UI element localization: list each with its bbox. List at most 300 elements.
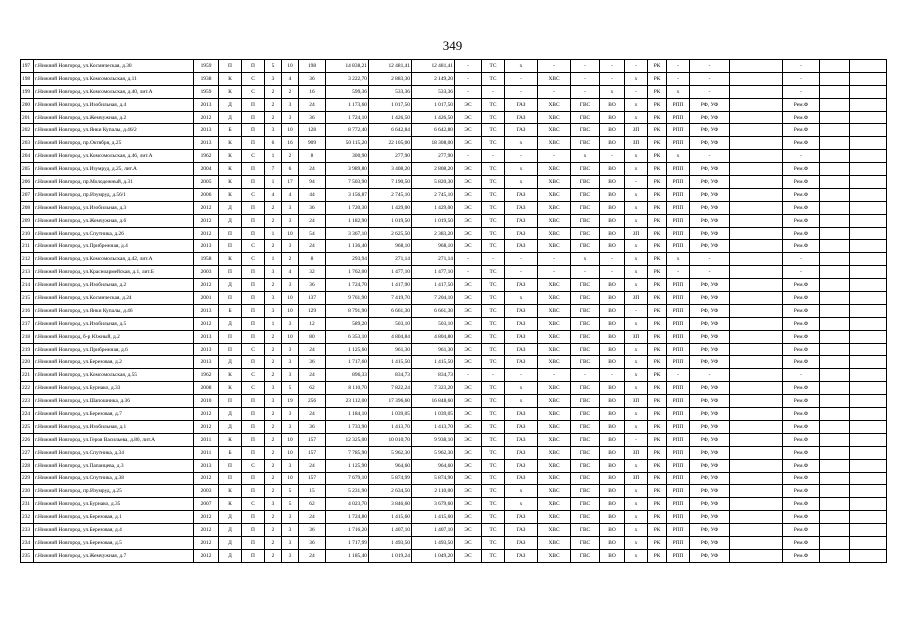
table-cell: РФ, УФ	[690, 292, 730, 305]
table-cell: 1	[265, 317, 282, 330]
table-cell	[850, 279, 887, 292]
table-cell: Рем.Ф	[783, 111, 820, 124]
table-cell: ГАЗ	[505, 408, 538, 421]
table-cell: х	[625, 549, 648, 562]
table-cell: 2	[265, 369, 282, 382]
table-cell: П	[242, 304, 265, 317]
table-cell: 2013	[194, 137, 219, 150]
table-cell: 8 772,40	[326, 124, 369, 137]
table-cell: Рем.Ф	[783, 356, 820, 369]
table-cell: Рем.Ф	[783, 98, 820, 111]
table-cell: 3 679,60	[412, 498, 455, 511]
table-cell: ХВС	[538, 459, 571, 472]
table-cell: П	[242, 60, 265, 73]
table-cell: -	[482, 85, 505, 98]
table-cell: 8	[299, 150, 326, 163]
table-cell: РК	[648, 85, 667, 98]
table-cell: 1 493,50	[369, 536, 412, 549]
table-cell: 4 023,70	[326, 498, 369, 511]
table-cell	[820, 150, 850, 163]
table-cell: 2013	[194, 124, 219, 137]
table-cell	[820, 214, 850, 227]
table-cell: -	[538, 60, 571, 73]
table-cell: ЭС	[455, 433, 482, 446]
table-cell: РК	[648, 420, 667, 433]
table-cell: -	[505, 369, 538, 382]
table-cell: 229	[21, 472, 34, 485]
table-cell: ВО	[600, 395, 625, 408]
table-cell: х	[625, 317, 648, 330]
table-cell: х	[625, 356, 648, 369]
table-cell: 3	[265, 266, 282, 279]
table-cell: 2012	[194, 279, 219, 292]
table-cell	[820, 60, 850, 73]
table-cell: -	[505, 266, 538, 279]
table-cell: ТС	[482, 408, 505, 421]
table-cell: 1	[265, 150, 282, 163]
table-cell: Рем.Ф	[783, 176, 820, 189]
table-cell: 1 019,24	[369, 549, 412, 562]
table-cell: 212	[21, 253, 34, 266]
table-cell: 2	[265, 524, 282, 537]
table-cell: х	[625, 369, 648, 382]
table-cell: ЭС	[455, 408, 482, 421]
table-row	[21, 240, 887, 253]
table-cell: 200	[21, 98, 34, 111]
table-cell: 2012	[194, 511, 219, 524]
table-cell: ГВС	[571, 446, 600, 459]
table-cell: х	[505, 137, 538, 150]
table-row	[21, 420, 887, 433]
table-row	[21, 266, 887, 279]
table-cell: 3	[282, 240, 299, 253]
table-cell	[730, 163, 783, 176]
table-cell: 157	[299, 472, 326, 485]
table-cell: П	[242, 330, 265, 343]
table-cell: х	[625, 163, 648, 176]
table-cell: РК	[648, 408, 667, 421]
table-cell: 24	[299, 163, 326, 176]
table-cell: РК	[648, 60, 667, 73]
table-cell: П	[242, 395, 265, 408]
table-cell: 3	[282, 279, 299, 292]
table-cell: 1 413,70	[412, 420, 455, 433]
table-cell: ХВС	[538, 124, 571, 137]
table-cell: РК	[648, 253, 667, 266]
table-cell	[820, 111, 850, 124]
table-cell: РК	[648, 124, 667, 137]
table-cell: 12 481,41	[369, 60, 412, 73]
table-cell: 2	[282, 253, 299, 266]
table-cell: ГВС	[571, 472, 600, 485]
table-cell: -	[538, 85, 571, 98]
table-cell	[820, 343, 850, 356]
table-cell: х	[625, 498, 648, 511]
table-cell	[850, 111, 887, 124]
table-cell: 2012	[194, 201, 219, 214]
table-cell: РФ, УФ	[690, 98, 730, 111]
table-cell: ТС	[482, 292, 505, 305]
table-cell: х	[505, 176, 538, 189]
table-cell: К	[219, 382, 242, 395]
table-cell: 5	[265, 60, 282, 73]
table-cell: РК	[648, 524, 667, 537]
table-cell: РК	[648, 201, 667, 214]
table-cell: РПП	[667, 201, 690, 214]
table-cell: К	[219, 85, 242, 98]
table-cell: 1 125,90	[326, 459, 369, 472]
table-cell: К	[219, 433, 242, 446]
table-cell: 6 353,10	[326, 330, 369, 343]
table-cell: ЭС	[455, 163, 482, 176]
table-cell: ТС	[482, 343, 505, 356]
table-cell: 2	[265, 459, 282, 472]
table-cell: 2	[265, 240, 282, 253]
table-cell: ТС	[482, 330, 505, 343]
table-cell: 205	[21, 163, 34, 176]
table-cell: -	[667, 369, 690, 382]
table-cell: ТС	[482, 266, 505, 279]
table-cell: ХВС	[538, 292, 571, 305]
table-cell: 54	[299, 227, 326, 240]
table-cell: РФ, УФ	[690, 317, 730, 330]
table-cell: 1 724,80	[326, 511, 369, 524]
table-cell	[850, 433, 887, 446]
table-cell	[820, 304, 850, 317]
table-cell: Рем.Ф	[783, 317, 820, 330]
table-cell: х	[625, 253, 648, 266]
table-cell: РК	[648, 266, 667, 279]
table-cell: П	[219, 60, 242, 73]
table-cell: РПП	[667, 485, 690, 498]
table-cell: ЭС	[455, 536, 482, 549]
table-cell: 3	[265, 304, 282, 317]
table-cell: ЭС	[455, 382, 482, 395]
table-cell: 1 173,60	[326, 98, 369, 111]
table-cell: П	[242, 227, 265, 240]
table-cell: К	[219, 150, 242, 163]
table-cell: 3 408,20	[369, 163, 412, 176]
table-cell: 2013	[194, 356, 219, 369]
table-cell: 1	[265, 176, 282, 189]
table-cell: г.Нижний Новгород, ул.Изобильная, д.4	[34, 98, 194, 111]
table-cell: Д	[219, 536, 242, 549]
table-cell: РФ, УФ	[690, 201, 730, 214]
table-cell: К	[219, 485, 242, 498]
table-cell: -	[571, 266, 600, 279]
table-cell: х	[625, 524, 648, 537]
table-cell: ВО	[600, 343, 625, 356]
table-cell: 19	[282, 395, 299, 408]
table-cell: ВО	[600, 317, 625, 330]
table-cell: 503,10	[412, 317, 455, 330]
table-cell	[850, 446, 887, 459]
table-cell: х	[625, 279, 648, 292]
table-cell: 1 017,50	[412, 98, 455, 111]
table-cell: ГАЗ	[505, 98, 538, 111]
table-row	[21, 60, 887, 73]
table-cell: -	[455, 253, 482, 266]
table-cell: 226	[21, 433, 34, 446]
table-row	[21, 124, 887, 137]
table-cell: С	[242, 72, 265, 85]
table-cell: 2	[265, 85, 282, 98]
table-cell	[820, 98, 850, 111]
table-cell: ХВС	[538, 304, 571, 317]
table-cell: ГВС	[571, 279, 600, 292]
table-cell	[730, 382, 783, 395]
table-cell: 1 724,10	[326, 111, 369, 124]
table-cell: -	[538, 369, 571, 382]
table-cell: х	[625, 343, 648, 356]
table-cell: РПП	[667, 356, 690, 369]
table-cell	[850, 60, 887, 73]
table-cell: 834,73	[369, 369, 412, 382]
table-cell: 2	[265, 356, 282, 369]
table-cell: -	[625, 304, 648, 317]
table-cell: Рем.Ф	[783, 330, 820, 343]
table-cell: Д	[219, 214, 242, 227]
table-cell: 201	[21, 111, 34, 124]
table-cell: ГВС	[571, 111, 600, 124]
table-cell: П	[242, 485, 265, 498]
table-cell	[730, 266, 783, 279]
table-cell: 203	[21, 137, 34, 150]
table-cell: 228	[21, 459, 34, 472]
table-cell: 3	[282, 111, 299, 124]
table-cell: -	[600, 72, 625, 85]
table-cell: 1962	[194, 369, 219, 382]
table-cell: ГВС	[571, 408, 600, 421]
table-cell: 256	[299, 395, 326, 408]
table-cell: ЭС	[455, 498, 482, 511]
table-cell: ГВС	[571, 420, 600, 433]
table-cell	[730, 369, 783, 382]
table-cell: 2011	[194, 433, 219, 446]
table-cell: ВО	[600, 459, 625, 472]
table-cell	[730, 317, 783, 330]
table-cell: ЭС	[455, 137, 482, 150]
table-cell: 599,36	[326, 85, 369, 98]
table-cell: ТС	[482, 60, 505, 73]
table-cell: 1 762,00	[326, 266, 369, 279]
table-cell: РФ, УФ	[690, 279, 730, 292]
table-cell: 3	[282, 214, 299, 227]
table-cell: -	[783, 369, 820, 382]
table-cell: 1 417,90	[369, 279, 412, 292]
table-cell: ЭС	[455, 227, 482, 240]
table-cell: Д	[219, 549, 242, 562]
table-cell	[850, 459, 887, 472]
table-cell: Рем.Ф	[783, 433, 820, 446]
table-cell: 964,60	[369, 459, 412, 472]
table-cell: ЭС	[455, 98, 482, 111]
table-cell: 2012	[194, 549, 219, 562]
table-cell	[850, 240, 887, 253]
table-cell: 533,36	[412, 85, 455, 98]
table-cell: П	[219, 292, 242, 305]
table-cell: -	[690, 150, 730, 163]
table-cell: ВО	[600, 240, 625, 253]
table-cell: РФ, УФ	[690, 408, 730, 421]
table-cell: РФ, УФ	[690, 433, 730, 446]
table-cell: 3	[265, 124, 282, 137]
table-cell: 36	[299, 536, 326, 549]
table-cell: РПП	[667, 279, 690, 292]
table-cell: РФ, УФ	[690, 330, 730, 343]
table-cell: К	[219, 137, 242, 150]
table-cell: 2012	[194, 317, 219, 330]
table-cell: РФ, УФ	[690, 124, 730, 137]
table-cell: П	[242, 163, 265, 176]
table-cell: 2011	[194, 446, 219, 459]
table-cell: РПП	[667, 343, 690, 356]
table-cell: 215	[21, 292, 34, 305]
table-cell: РПП	[667, 382, 690, 395]
table-cell	[850, 472, 887, 485]
table-cell: Рем.Ф	[783, 549, 820, 562]
table-cell: ВО	[600, 408, 625, 421]
table-cell: 3	[282, 420, 299, 433]
table-cell	[730, 150, 783, 163]
table-cell: ТС	[482, 240, 505, 253]
table-cell: 2012	[194, 214, 219, 227]
table-cell: 222	[21, 382, 34, 395]
table-cell: 219	[21, 343, 34, 356]
table-cell: 7 503,90	[326, 176, 369, 189]
table-cell: ХВС	[538, 111, 571, 124]
table-cell	[730, 111, 783, 124]
table-cell: ХВС	[538, 549, 571, 562]
table-cell: 1 417,50	[412, 279, 455, 292]
table-cell: ГВС	[571, 485, 600, 498]
table-cell: 2	[265, 511, 282, 524]
table-cell: 4 804,84	[369, 330, 412, 343]
table-cell: х	[625, 536, 648, 549]
table-cell: х	[625, 485, 648, 498]
table-cell: РПП	[667, 317, 690, 330]
table-cell: ВО	[600, 356, 625, 369]
table-cell: х	[625, 150, 648, 163]
table-cell: -	[505, 72, 538, 85]
table-cell: 2008	[194, 382, 219, 395]
table-cell: ВО	[600, 227, 625, 240]
table-cell: ВО	[600, 536, 625, 549]
table-cell: г.Нижний Новгород, ул.Бурнако, д.33	[34, 382, 194, 395]
table-cell: 10	[282, 472, 299, 485]
table-cell: -	[783, 150, 820, 163]
table-cell: Д	[219, 408, 242, 421]
table-cell: ГВС	[571, 459, 600, 472]
table-cell	[730, 536, 783, 549]
table-cell: 2	[265, 420, 282, 433]
table-cell: ГАЗ	[505, 343, 538, 356]
table-cell: -	[455, 266, 482, 279]
table-cell: П	[242, 292, 265, 305]
table-cell: ВО	[600, 137, 625, 150]
table-cell	[850, 214, 887, 227]
table-cell: 235	[21, 549, 34, 562]
table-cell	[820, 330, 850, 343]
table-cell: ТС	[482, 227, 505, 240]
table-cell	[730, 485, 783, 498]
table-cell: 36	[299, 356, 326, 369]
table-row	[21, 253, 887, 266]
table-cell: Рем.Ф	[783, 163, 820, 176]
table-cell	[730, 459, 783, 472]
table-cell: 2	[282, 150, 299, 163]
table-cell: 233	[21, 524, 34, 537]
table-cell: г.Нижний Новгород, ул.Комсомольская, д.46, лит.А	[34, 150, 194, 163]
table-cell: П	[219, 330, 242, 343]
table-cell: 36	[299, 111, 326, 124]
table-cell: РФ, УФ	[690, 524, 730, 537]
table-cell: РФ, УФ	[690, 356, 730, 369]
table-cell: х	[625, 98, 648, 111]
table-cell: ХВС	[538, 524, 571, 537]
table-cell: 1 185,40	[326, 549, 369, 562]
table-cell: РПП	[667, 137, 690, 150]
table-cell: ХВС	[538, 98, 571, 111]
table-cell: 1958	[194, 253, 219, 266]
table-cell	[730, 549, 783, 562]
table-cell: ВО	[600, 433, 625, 446]
table-cell	[730, 188, 783, 201]
table-cell: 202	[21, 124, 34, 137]
table-cell: ТС	[482, 472, 505, 485]
table-cell	[850, 150, 887, 163]
table-cell: х	[625, 214, 648, 227]
table-cell: ТС	[482, 279, 505, 292]
table-cell	[730, 433, 783, 446]
table-cell: ХВС	[538, 201, 571, 214]
table-cell: РПП	[667, 292, 690, 305]
table-cell: 1 426,50	[369, 111, 412, 124]
table-cell: РК	[648, 549, 667, 562]
table-cell: РПП	[667, 395, 690, 408]
table-cell: ГАЗ	[505, 188, 538, 201]
table-cell: РФ, УФ	[690, 498, 730, 511]
table-row	[21, 498, 887, 511]
table-cell: ВО	[600, 420, 625, 433]
table-cell: х	[600, 85, 625, 98]
table-cell: ВО	[600, 292, 625, 305]
table-cell: РК	[648, 330, 667, 343]
table-cell: ГВС	[571, 98, 600, 111]
table-cell: ТС	[482, 420, 505, 433]
table-cell: 15	[299, 485, 326, 498]
table-cell: 204	[21, 150, 34, 163]
table-cell: Д	[219, 420, 242, 433]
table-cell: ТС	[482, 317, 505, 330]
table-cell: 3 156,87	[326, 188, 369, 201]
table-cell: 218	[21, 330, 34, 343]
table-cell: -	[667, 266, 690, 279]
table-cell: ХВС	[538, 227, 571, 240]
table-row	[21, 536, 887, 549]
table-cell: х	[625, 240, 648, 253]
table-cell: Рем.Ф	[783, 408, 820, 421]
table-cell: ЭС	[455, 395, 482, 408]
table-cell: П	[242, 524, 265, 537]
table-cell	[850, 304, 887, 317]
table-cell: Рем.Ф	[783, 536, 820, 549]
table-cell	[730, 498, 783, 511]
table-cell: г.Нижний Новгород, ул.Спутника, д.34	[34, 446, 194, 459]
table-cell: РФ, УФ	[690, 536, 730, 549]
table-cell: 210	[21, 227, 34, 240]
table-cell: РПП	[667, 498, 690, 511]
